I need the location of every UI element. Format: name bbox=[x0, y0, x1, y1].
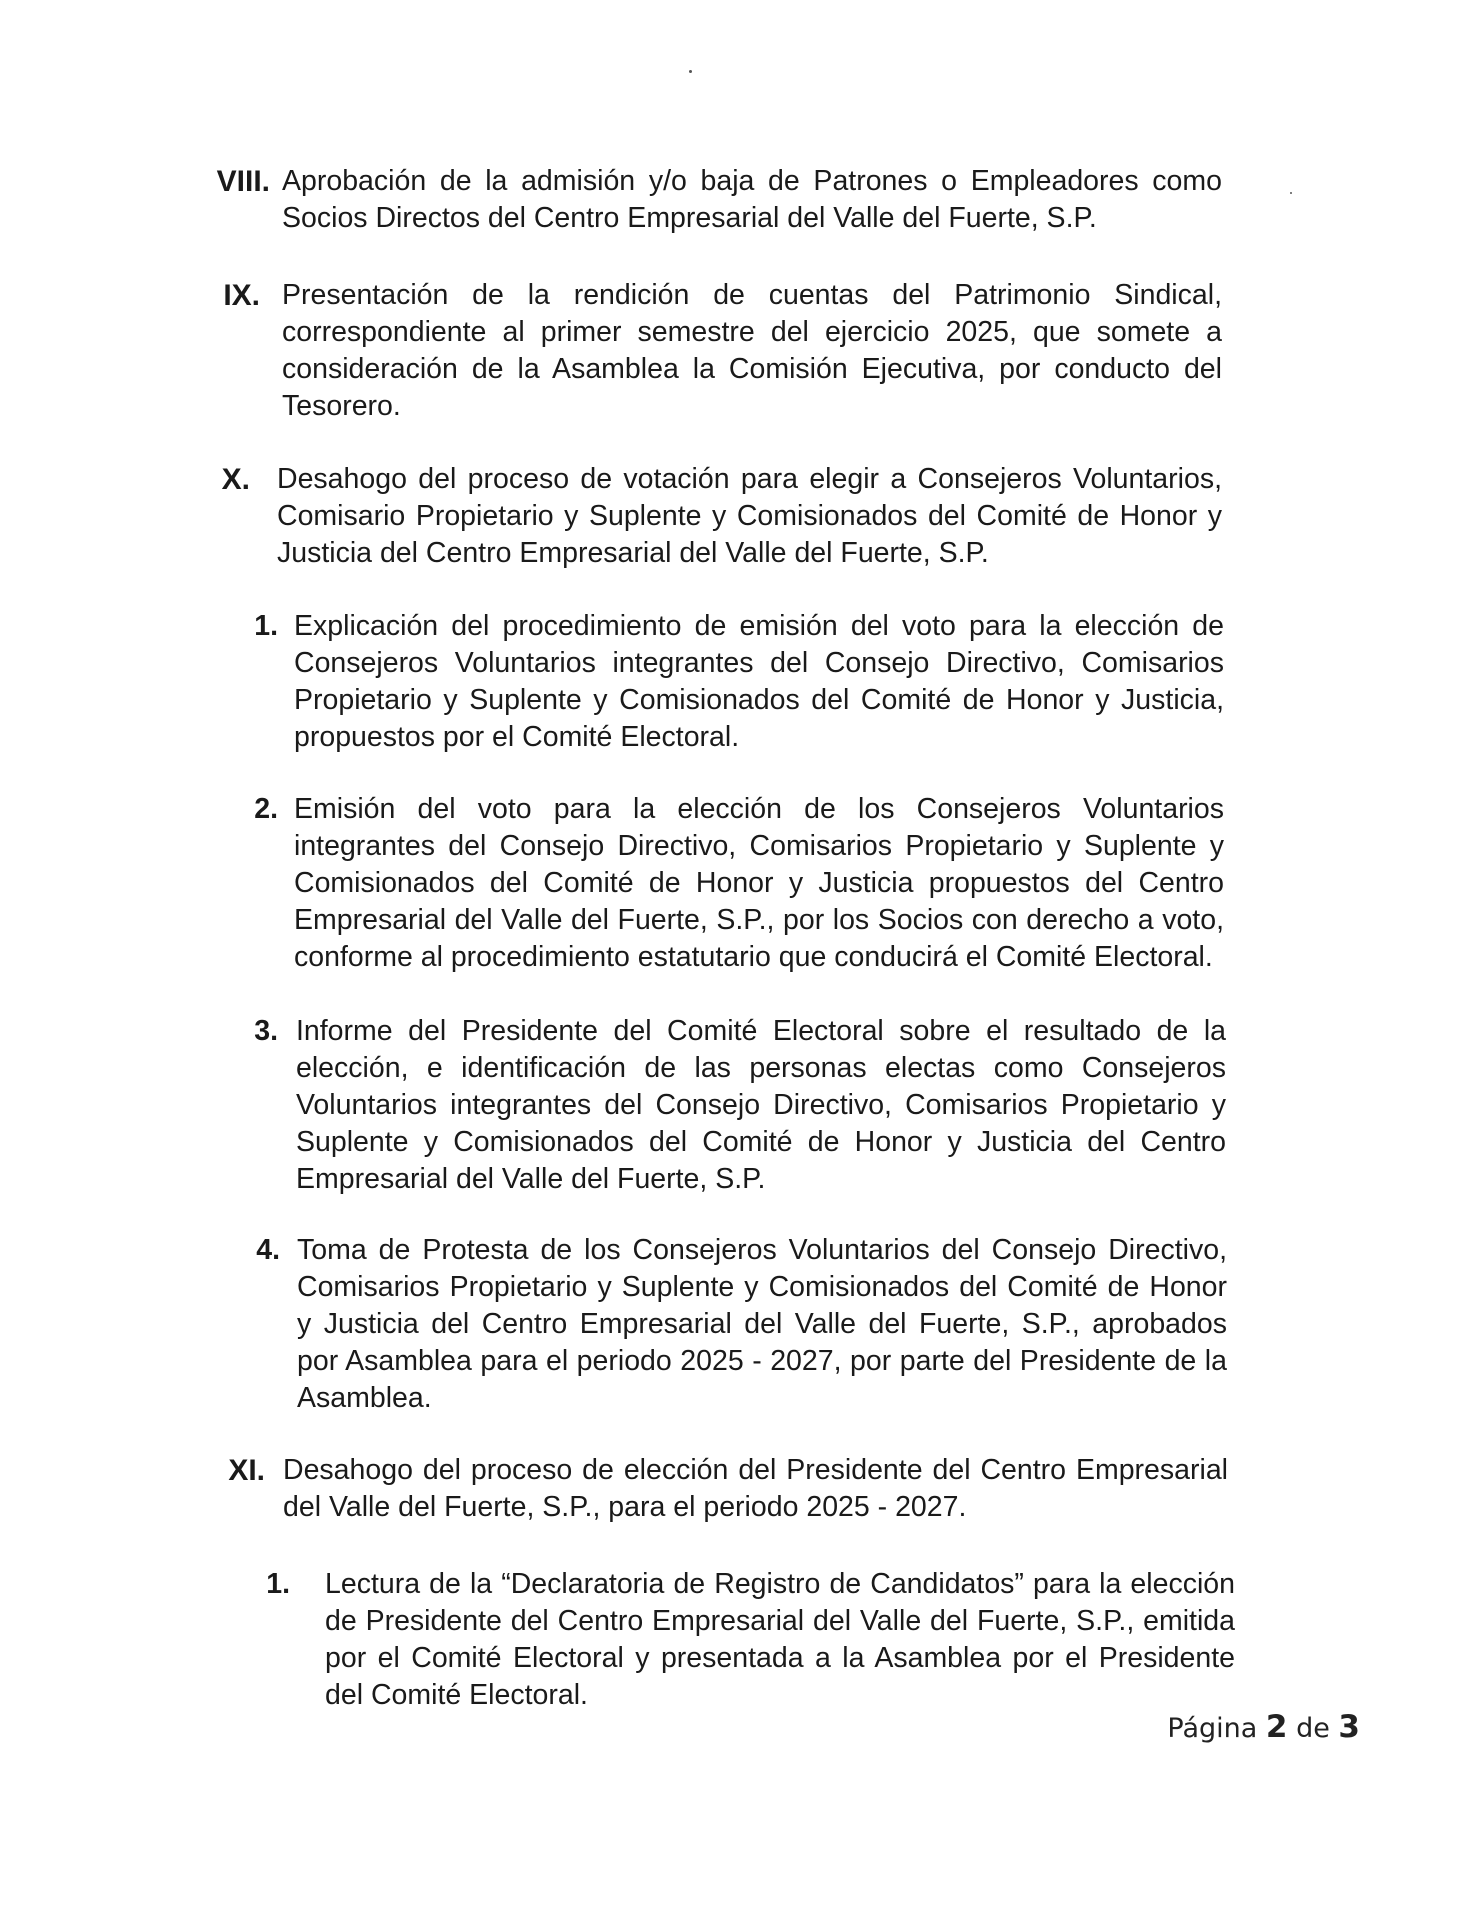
sub-item-number: 1. bbox=[254, 610, 278, 642]
item-text: Desahogo del proceso de elección del Presidente del Centro Empresarial del Valle del Fuerte, S.P., para el periodo 2025 - 2027. bbox=[283, 1454, 1228, 1523]
sub-item-text: Toma de Protesta de los Consejeros Voluntarios del Consejo Directivo, Comisarios Propietario y Suplente y Comisionados del Comité de Honor y Justicia del Centro Empresarial del Valle del Fuerte, S.P., aprobados por Asamblea para el periodo 2025 - 2027, por parte del Presidente de la Asamblea. bbox=[297, 1234, 1227, 1414]
item-number: IX. bbox=[223, 279, 260, 312]
item-text: Desahogo del proceso de votación para elegir a Consejeros Voluntarios, Comisario Propietario y Suplente y Comisionados del Comité de Honor y Justicia del Centro Empresarial del Valle del Fuerte, S.P. bbox=[277, 463, 1222, 569]
sub-item-number: 3. bbox=[254, 1015, 278, 1047]
item-text: Presentación de la rendición de cuentas del Patrimonio Sindical, correspondiente al primer semestre del ejercicio 2025, que somete a consideración de la Asamblea la Comisión Ejecutiva, por conducto del Tesorero. bbox=[282, 279, 1222, 422]
page-label: Página bbox=[1167, 1713, 1258, 1744]
sub-item-text: Informe del Presidente del Comité Electoral sobre el resultado de la elección, e identificación de las personas electas como Consejeros Voluntarios integrantes del Consejo Directivo, Comisarios Propietario y Suplente y Comisionados del Comité de Honor y Justicia del Centro Empresarial del Valle del Fuerte, S.P. bbox=[296, 1015, 1226, 1195]
sub-item-text: Emisión del voto para la elección de los Consejeros Voluntarios integrantes del Consejo Directivo, Comisarios Propietario y Suplente y Comisionados del Comité de Honor y Justicia propuestos del Centro Empresarial del Valle del Fuerte, S.P., por los Socios con derecho a voto, conforme al procedimiento estatutario que conducirá el Comité Electoral. bbox=[294, 793, 1224, 973]
item-number: X. bbox=[221, 463, 250, 496]
item-number: XI. bbox=[228, 1454, 265, 1487]
sub-item-number: 1. bbox=[266, 1568, 290, 1600]
scan-speck bbox=[1290, 192, 1292, 194]
sub-item-number: 2. bbox=[254, 793, 278, 825]
page-separator: de bbox=[1296, 1713, 1330, 1744]
scan-speck bbox=[689, 70, 692, 73]
current-page: 2 bbox=[1265, 1709, 1288, 1745]
sub-item-number: 4. bbox=[256, 1234, 280, 1266]
sub-item-text: Explicación del procedimiento de emisión del voto para la elección de Consejeros Voluntarios integrantes del Consejo Directivo, Comisarios Propietario y Suplente y Comisionados del Comité de Honor y Justicia, propuestos por el Comité Electoral. bbox=[294, 610, 1224, 753]
total-pages: 3 bbox=[1338, 1709, 1360, 1745]
sub-item-text: Lectura de la “Declaratoria de Registro de Candidatos” para la elección de Presidente del Centro Empresarial del Valle del Fuerte, S.P., emitida por el Comité Electoral y presentada a la Asamblea por el Presidente del Comité Electoral. bbox=[325, 1568, 1235, 1711]
item-number: VIII. bbox=[216, 165, 270, 198]
item-text: Aprobación de la admisión y/o baja de Patrones o Empleadores como Socios Directos del Centro Empresarial del Valle del Fuerte, S.P. bbox=[282, 165, 1222, 234]
page-number bbox=[1160, 1710, 1360, 1746]
